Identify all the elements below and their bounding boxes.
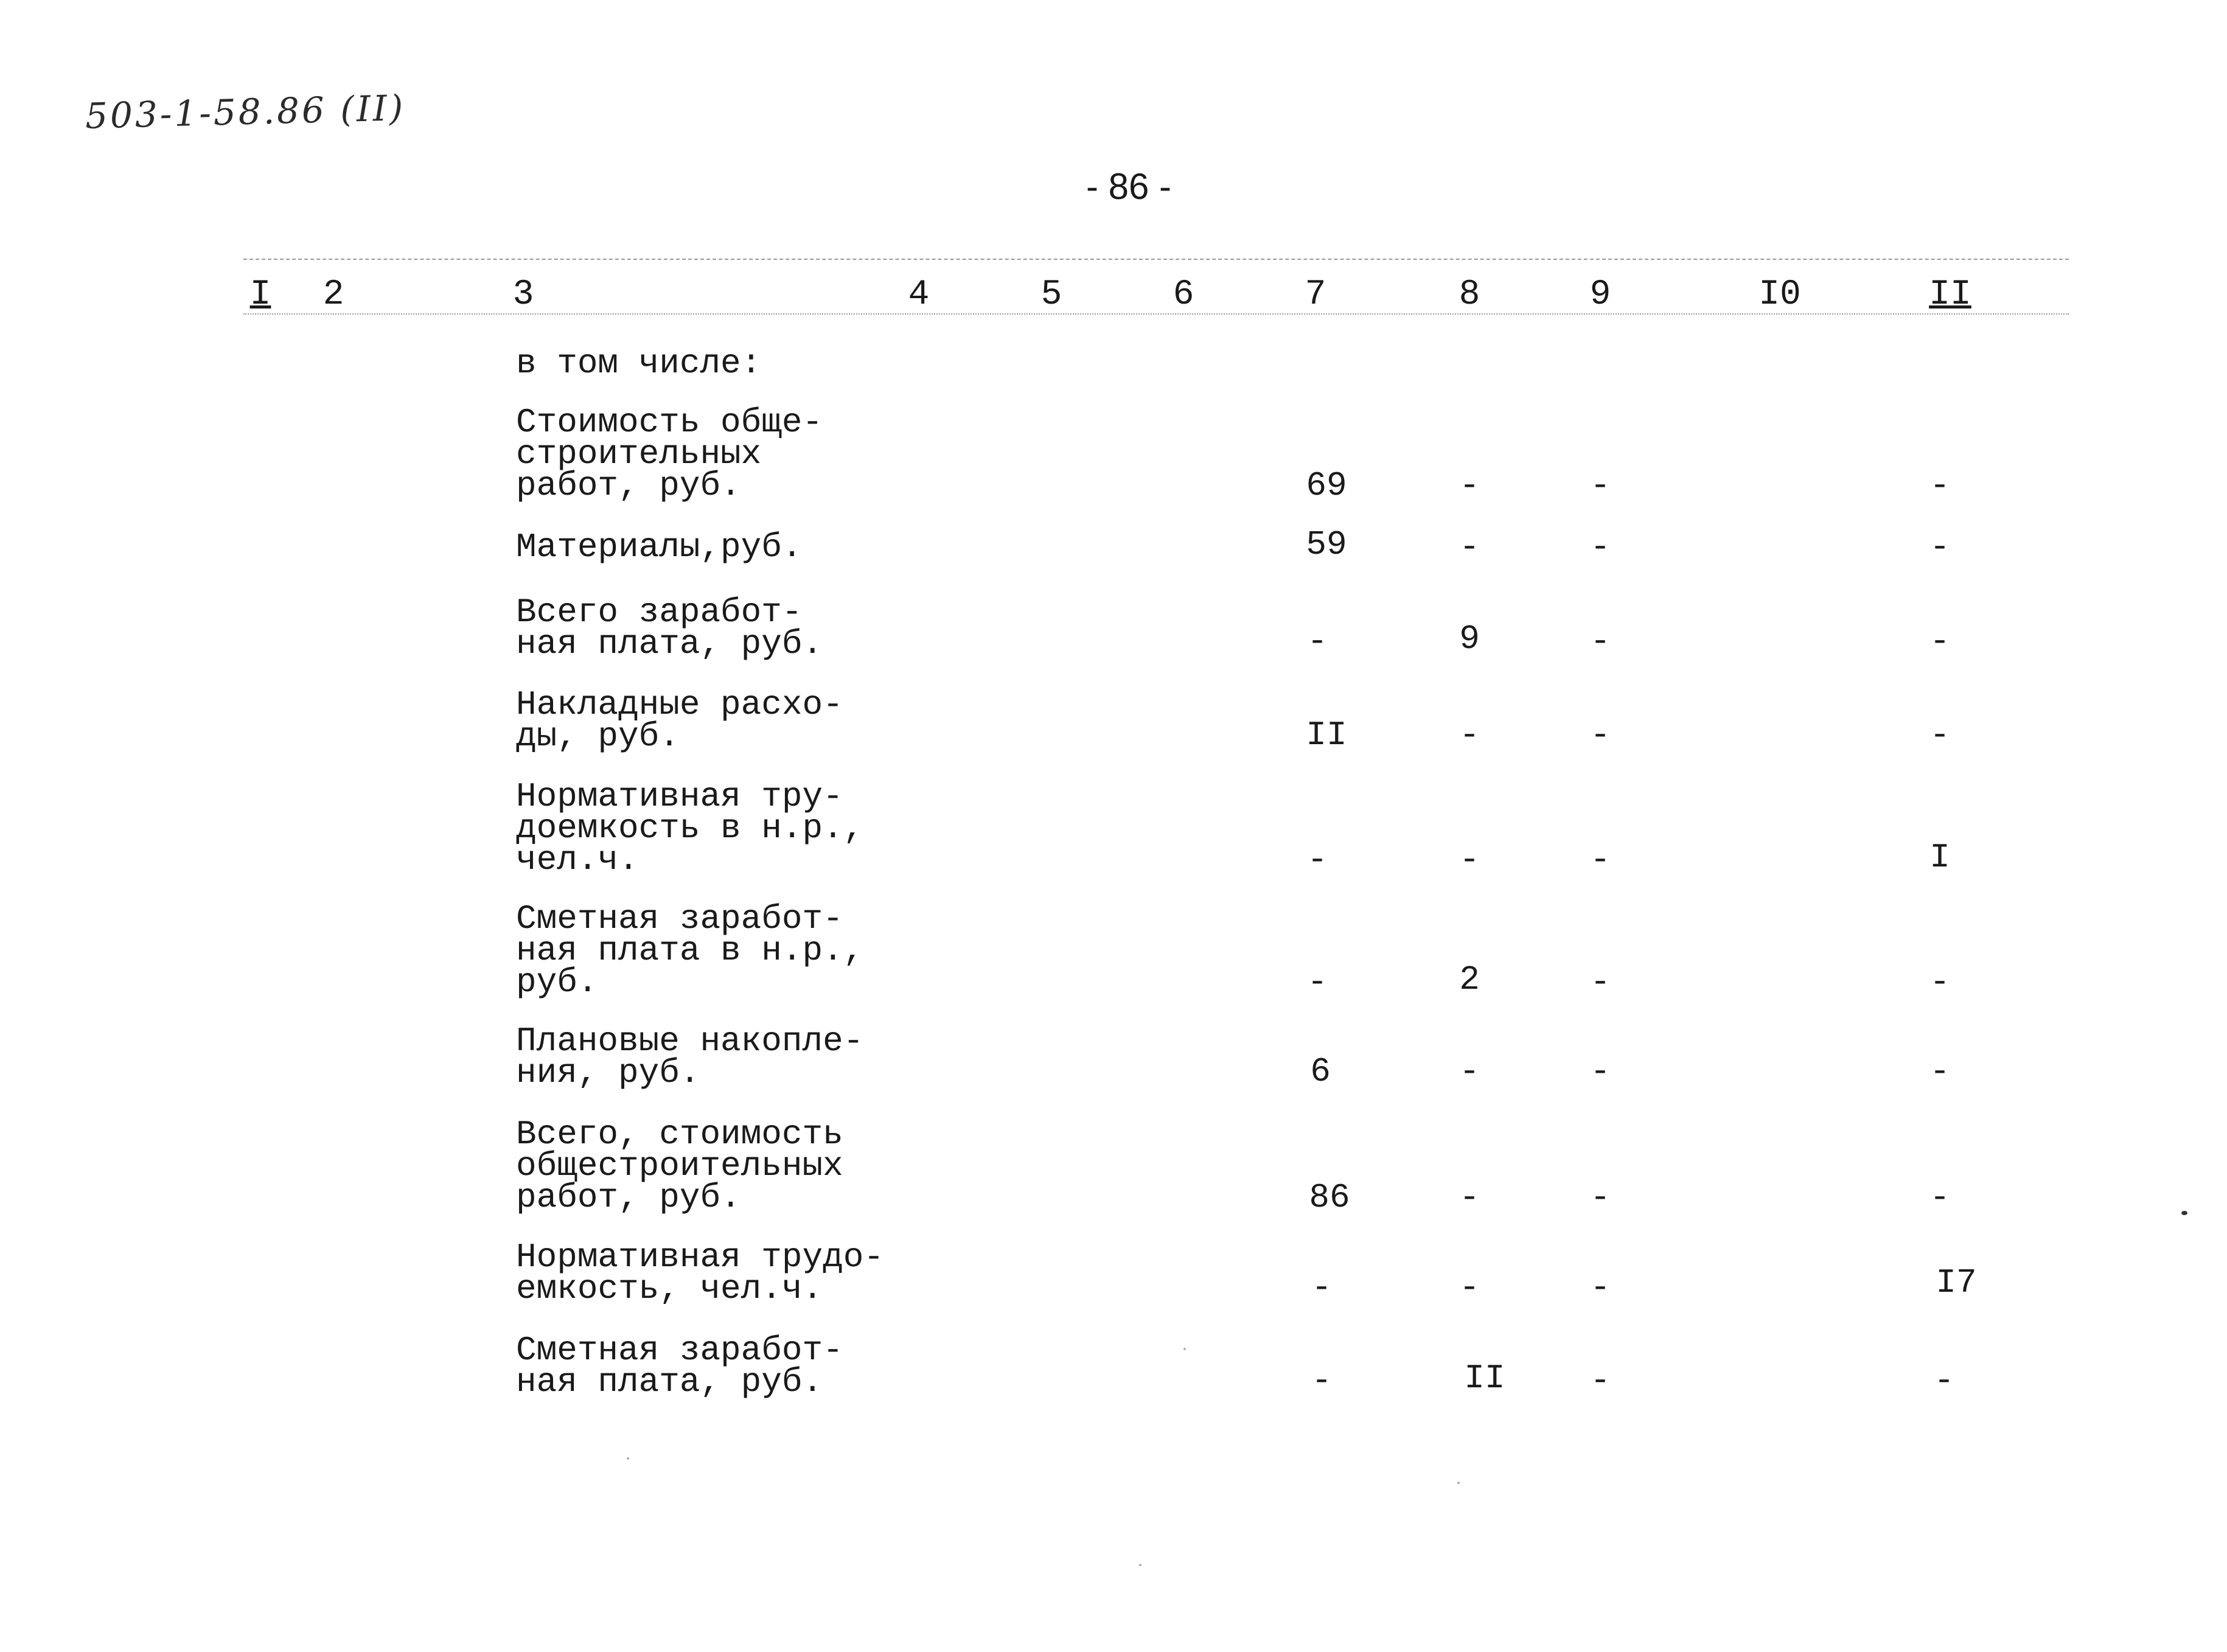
cell-col7: 6 <box>1310 1052 1331 1091</box>
cell-col11: - <box>1929 622 1950 661</box>
cell-col11: - <box>1934 1361 1954 1400</box>
row-label: Всего, стоимость общестроительных работ, руб. <box>516 1115 843 1217</box>
column-header-4: 4 <box>908 275 930 315</box>
table-top-rule <box>243 259 2069 260</box>
cell-col7: II <box>1306 716 1347 755</box>
page-number: - 86 - <box>1086 166 1172 207</box>
row-label: Накладные расхо- ды, руб. <box>516 685 843 756</box>
cell-col7: - <box>1307 622 1328 661</box>
row-label: Стоимость обще- строительных работ, руб. <box>516 403 823 505</box>
subheading-including: в том числе: <box>516 344 762 383</box>
cell-col11: - <box>1929 466 1950 505</box>
cell-col8: - <box>1459 1178 1480 1217</box>
column-header-8: 8 <box>1459 275 1480 315</box>
cell-col8: II <box>1464 1359 1505 1398</box>
cell-col9: - <box>1590 1178 1611 1217</box>
cell-col9: - <box>1590 840 1611 879</box>
cell-col8: - <box>1459 528 1480 566</box>
row-label: Плановые накопле- ния, руб. <box>516 1022 864 1092</box>
document-code-stamp: 503-1-58.86 (II) <box>85 87 406 137</box>
cell-col8: - <box>1459 1268 1480 1307</box>
cell-col9: - <box>1590 1052 1611 1091</box>
cell-col7: - <box>1311 1361 1332 1400</box>
scan-speck <box>1457 1482 1460 1484</box>
cell-col7: - <box>1307 840 1328 879</box>
cell-col9: - <box>1590 466 1611 505</box>
cell-col11: - <box>1929 1052 1950 1091</box>
cell-col7: 59 <box>1306 525 1347 564</box>
row-label: Всего заработ- ная плата, руб. <box>516 593 823 663</box>
cell-col9: - <box>1590 1268 1611 1307</box>
cell-col11: - <box>1929 716 1950 755</box>
column-header-9: 9 <box>1589 275 1611 315</box>
column-header-5: 5 <box>1040 275 1062 315</box>
row-label: Сметная заработ- ная плата, руб. <box>516 1331 843 1401</box>
cell-col9: - <box>1590 622 1611 661</box>
row-label: Сметная заработ- ная плата в н.р., руб. <box>516 899 864 1002</box>
scan-speck <box>627 1457 629 1460</box>
column-header-6: 6 <box>1173 275 1194 315</box>
cell-col8: - <box>1459 840 1480 879</box>
cell-col7: - <box>1307 963 1328 1002</box>
cell-col11: - <box>1929 963 1950 1002</box>
cell-col9: - <box>1590 963 1611 1002</box>
column-header-11: II <box>1929 275 1971 315</box>
cell-col8: 2 <box>1459 960 1480 999</box>
cell-col7: - <box>1311 1268 1332 1307</box>
scan-speck <box>1139 1564 1141 1566</box>
cell-col8: - <box>1459 716 1480 755</box>
cell-col9: - <box>1590 1361 1611 1400</box>
column-header-7: 7 <box>1305 275 1326 315</box>
row-label: Материалы,руб. <box>516 528 803 566</box>
cell-col11: I7 <box>1936 1263 1977 1302</box>
cell-col8: 9 <box>1459 619 1480 658</box>
scan-speck <box>1183 1348 1186 1350</box>
row-label: Нормативная тру- доемкость в н.р., чел.ч. <box>516 777 864 879</box>
column-header-3: 3 <box>512 275 534 315</box>
cell-col9: - <box>1590 528 1611 566</box>
cell-col11: - <box>1929 528 1950 566</box>
cell-col11: - <box>1929 1178 1950 1217</box>
row-label: Нормативная трудо- емкость, чел.ч. <box>516 1238 884 1308</box>
cell-col8: - <box>1459 1052 1480 1091</box>
column-header-10: I0 <box>1758 275 1801 315</box>
column-header-1: I <box>249 275 271 315</box>
cell-col7: 86 <box>1309 1178 1350 1217</box>
scan-speck <box>2181 1211 2187 1215</box>
cell-col8: - <box>1459 466 1480 505</box>
column-header-2: 2 <box>322 275 344 315</box>
cell-col9: - <box>1590 716 1611 755</box>
cell-col11: I <box>1929 838 1950 877</box>
cell-col7: 69 <box>1306 466 1347 505</box>
